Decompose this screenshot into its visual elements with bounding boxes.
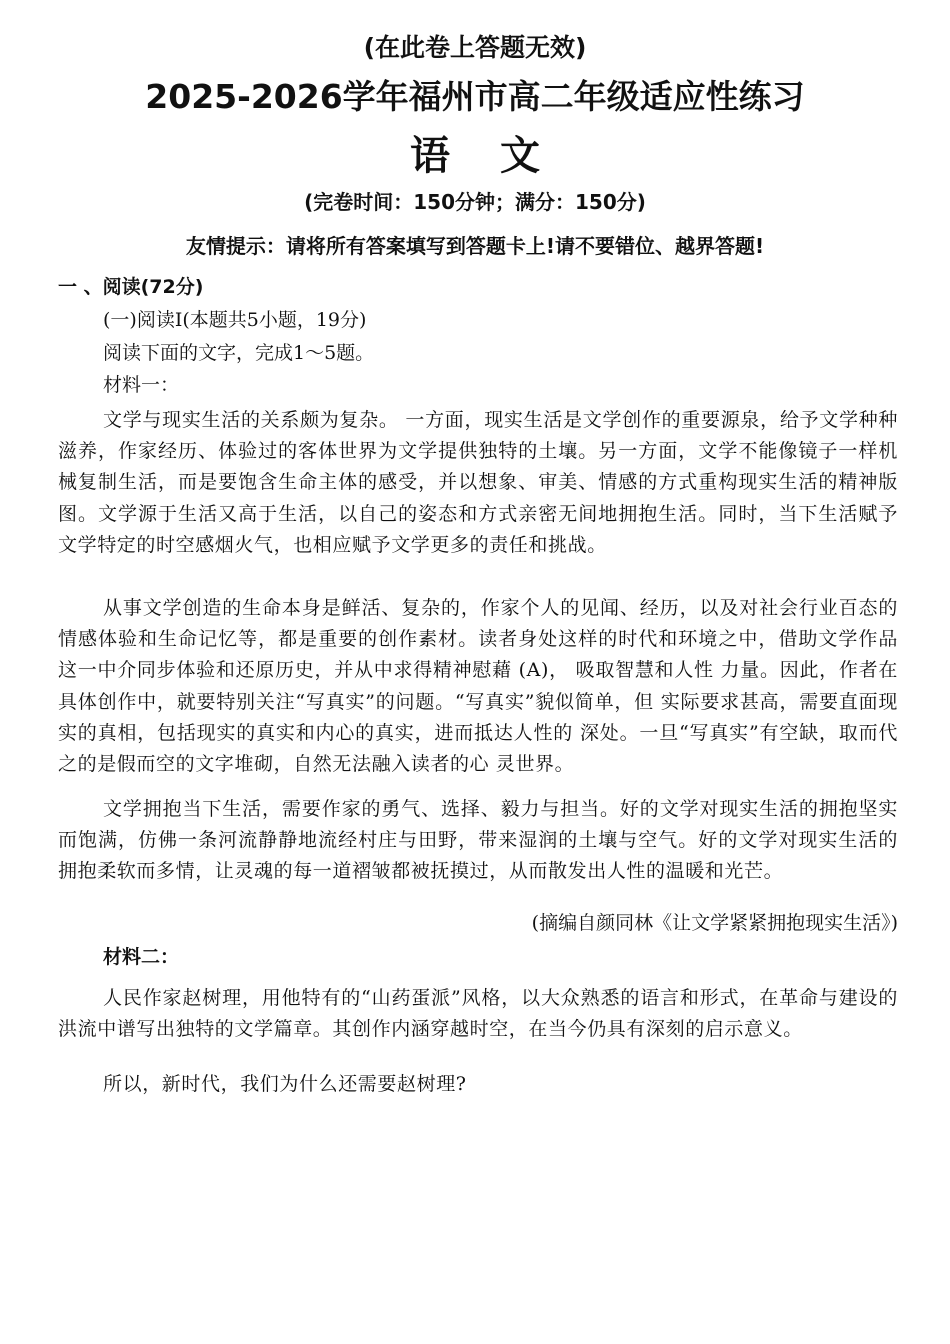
subject-title: 语文	[410, 133, 590, 179]
invalid-answer-notice: (在此卷上答题无效)	[363, 33, 587, 62]
material2-paragraph-2: 所以，新时代，我们为什么还需要赵树理?	[103, 1073, 467, 1095]
time-and-score-info: (完卷时间：150分钟；满分：150分)	[304, 190, 646, 214]
section-heading: 一 、阅读(72分)	[58, 276, 204, 298]
reading-instruction: 阅读下面的文字，完成1～5题。	[103, 342, 375, 364]
material1-label: 材料一：	[103, 374, 180, 396]
exam-title: 2025-2026学年福州市高二年级适应性练习	[145, 77, 805, 116]
material1-paragraph-3: 文学拥抱当下生活，需要作家的勇气、选择、毅力与担当。好的文学对现实生活的拥抱坚实而饱满，仿佛一条河流静静地流经村庄与田野，带来湿润的土壤与空气。好的文学对现实生活的拥抱柔软而多情，让灵魂的每一道褶皱都被抚摸过，从而散发出人性的温暖和光芒。	[58, 798, 898, 883]
material1-paragraph-1: 文学与现实生活的关系颇为复杂。 一方面，现实生活是文学创作的重要源泉，给予文学种种滋养，作家经历、体验过的客体世界为文学提供独特的土壤。另一方面，文学不能像镜子一样机械复制生活，而是要饱含生命主体的感受，并以想象、审美、情感的方式重构现实生活的精神版图。文学源于生活又高于生活，以自己的姿态和方式亲密无间地拥抱生活。同时，当下生活赋予文学特定的时空感烟火气，也相应赋予文学更多的责任和挑战。	[58, 409, 898, 556]
material1-paragraph-2: 从事文学创造的生命本身是鲜活、复杂的，作家个人的见闻、经历，以及对社会行业百态的情感体验和生命记忆等，都是重要的创作素材。读者身处这样的时代和环境之中，借助文学作品这一中介同步体验和还原历史，并从中求得精神慰藉 (A)， 吸取智慧和人性 力量。因此，作者在具体创作中，就要特别关注“写真实”的问题。“写真实”貌似简单，但 实际要求甚高，需要直面现实的真相，包括现实的真实和内心的真实，进而抵达人性的 深处。一旦“写真实”有空缺，取而代之的是假而空的文字堆砌，自然无法融入读者的心 灵世界。	[58, 597, 898, 776]
part-title: (一)阅读Ⅰ(本题共5小题，19分)	[103, 309, 367, 331]
material2-paragraph-1: 人民作家赵树理，用他特有的“山药蛋派”风格，以大众熟悉的语言和形式，在革命与建设的洪流中谱写出独特的文学篇章。其创作内涵穿越时空，在当今仍具有深刻的启示意义。	[58, 987, 898, 1041]
material1-source: (摘编自颜同林《让文学紧紧拥抱现实生活》)	[531, 912, 898, 934]
friendly-tip: 友情提示：请将所有答案填写到答题卡上!请不要错位、越界答题!	[185, 234, 765, 258]
material2-label: 材料二：	[103, 946, 180, 968]
